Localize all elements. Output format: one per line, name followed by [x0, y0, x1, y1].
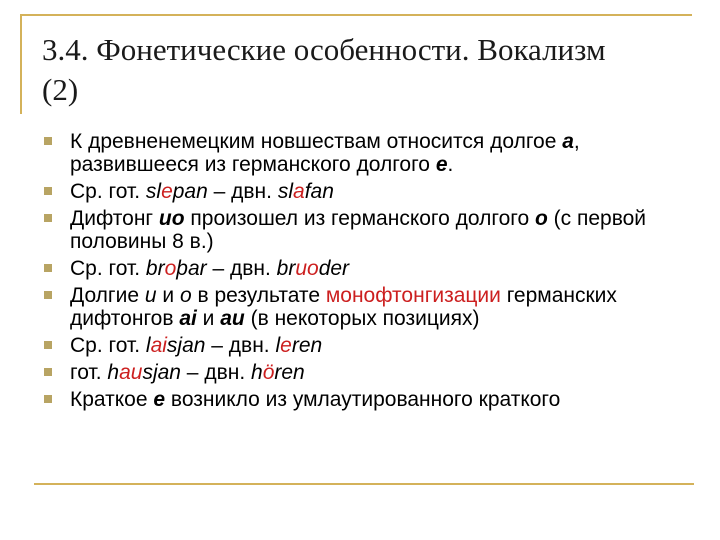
square-bullet-icon	[44, 341, 52, 349]
square-bullet-icon	[44, 368, 52, 376]
item-emph: u	[144, 284, 157, 307]
word-part: þar	[176, 257, 207, 280]
word-highlight: o	[164, 257, 177, 280]
item-text: Долгие	[70, 284, 145, 307]
frame-left-rule	[20, 14, 22, 114]
word-part: der	[318, 257, 350, 280]
frame-bottom-rule	[34, 483, 694, 485]
word-part: l	[275, 334, 281, 357]
word-part: sl	[277, 180, 293, 203]
word-highlight: ö	[262, 361, 275, 384]
item-text: – двн.	[206, 257, 277, 280]
list-item	[44, 361, 684, 384]
word-highlight: ai	[150, 334, 167, 357]
item-text: К древненемецким новшествам относится долгое	[70, 130, 563, 153]
item-text: возникло из умлаутированного краткого	[165, 388, 561, 411]
word-part: br	[145, 257, 165, 280]
item-text: .	[447, 153, 454, 176]
item-emph: au	[220, 307, 245, 330]
list-item	[44, 180, 684, 203]
square-bullet-icon	[44, 264, 52, 272]
square-bullet-icon	[44, 395, 52, 403]
word-highlight: a	[293, 180, 305, 203]
item-text: и	[156, 284, 180, 307]
word-part: pan	[172, 180, 208, 203]
list-item	[44, 130, 684, 176]
title-line-2: (2)	[42, 72, 79, 107]
item-text: – двн.	[205, 334, 276, 357]
item-text: , развившееся из германского долгого	[70, 130, 580, 176]
square-bullet-icon	[44, 214, 52, 222]
item-text: Ср. гот.	[70, 257, 146, 280]
word-part: br	[276, 257, 296, 280]
frame-top-rule	[20, 14, 692, 16]
word-highlight: e	[280, 334, 292, 357]
item-emph: a	[562, 130, 574, 153]
item-emph: o	[534, 207, 548, 230]
item-text: (в некоторых позициях)	[244, 307, 480, 330]
square-bullet-icon	[44, 187, 52, 195]
item-text: Дифтонг	[70, 207, 159, 230]
item-emph: ai	[179, 307, 197, 330]
word-part: l	[145, 334, 151, 357]
square-bullet-icon	[44, 137, 52, 145]
word-highlight: e	[161, 180, 173, 203]
word-part: sl	[145, 180, 162, 203]
item-text: Краткое	[70, 388, 154, 411]
item-text: Ср. гот.	[70, 180, 146, 203]
item-text: – двн.	[180, 361, 251, 384]
page-title	[42, 30, 692, 110]
word-part: sjan	[142, 361, 181, 384]
item-text: Ср. гот.	[70, 334, 146, 357]
list-item	[44, 207, 684, 253]
item-emph: e	[435, 153, 448, 176]
square-bullet-icon	[44, 291, 52, 299]
item-text: гот.	[70, 361, 108, 384]
title-line-1: 3.4. Фонетические особенности. Вокализм	[42, 32, 606, 67]
word-part: fan	[304, 180, 334, 203]
bullet-list	[44, 130, 684, 415]
word-part: h	[251, 361, 263, 384]
item-text: в результате	[191, 284, 326, 307]
item-emph: e	[153, 388, 166, 411]
item-text: – двн.	[207, 180, 278, 203]
item-emph: uo	[158, 207, 185, 230]
item-text: (с первой половины 8 в.)	[70, 207, 647, 253]
list-item	[44, 388, 684, 411]
list-item	[44, 257, 684, 280]
word-highlight: au	[119, 361, 143, 384]
word-highlight: uo	[295, 257, 319, 280]
word-part: ren	[291, 334, 323, 357]
item-text: германских дифтонгов	[70, 284, 617, 330]
term-highlight: монофтонгизации	[325, 284, 501, 307]
list-item	[44, 284, 684, 330]
item-emph: o	[179, 284, 192, 307]
word-part: ren	[274, 361, 305, 384]
word-part: sjan	[166, 334, 206, 357]
word-part: h	[107, 361, 120, 384]
item-text: произошел из германского долгого	[184, 207, 535, 230]
item-text: и	[196, 307, 221, 330]
list-item	[44, 334, 684, 357]
